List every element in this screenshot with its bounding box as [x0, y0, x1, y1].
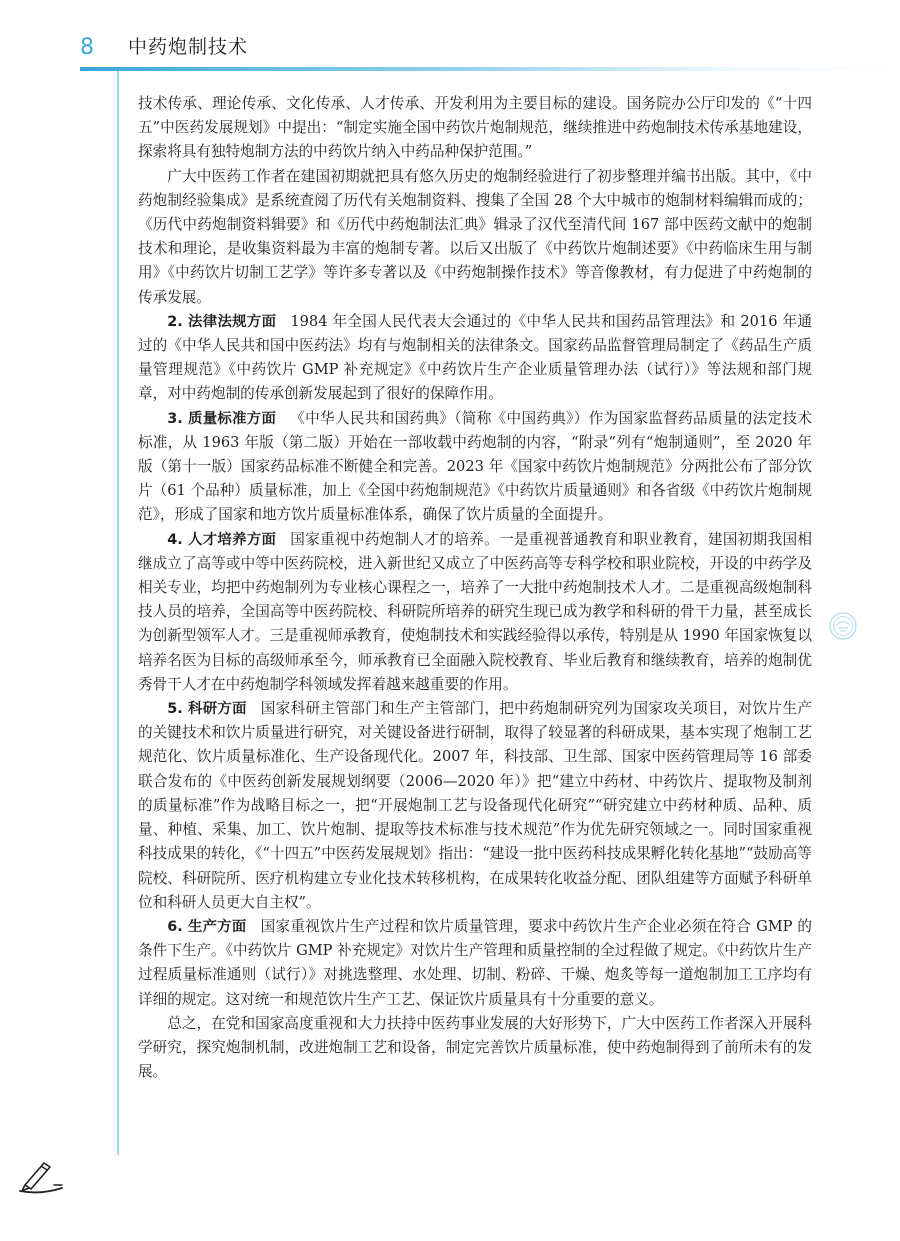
body-text — [138, 92, 812, 1084]
page-number: 8 — [80, 35, 94, 60]
paragraph-continued — [138, 92, 812, 165]
section-paragraph-research — [138, 697, 812, 915]
paragraph-text: 广大中医药工作者在建国初期就把具有悠久历史的炮制经验进行了初步整理并编书出版。其中，《中药炮制经验集成》是系统查阅了历代有关炮制资料、搜集了全国 28 个大中城市的炮制材料编辑而成的；《历代中药炮制资料辑要》和《历代中药炮制法汇典》辑录了汉代至清代间 167 部中医药文献中的炮制技术和理论，是收集资料最为丰富的炮制专著。以后又出版了《中药饮片炮制述要》《中药临床生用与制用》《中药饮片切制工艺学》等许多专著以及《中药炮制操作技术》等音像教材，有力促进了中药炮制的传承发展。 — [138, 167, 812, 306]
section-title: 5. 科研方面 — [167, 701, 247, 718]
section-title: 6. 生产方面 — [167, 918, 247, 935]
section-title: 4. 人才培养方面 — [167, 531, 277, 548]
paragraph-text: 总之，在党和国家高度重视和大力扶持中医药事业发展的大好形势下，广大中医药工作者深入开展科学研究，探究炮制机制，改进炮制工艺和设备，制定完善饮片质量标准，使中药炮制得到了前所未有的发展。 — [138, 1014, 812, 1081]
section-paragraph-law — [138, 310, 812, 407]
paragraph — [138, 165, 812, 310]
section-paragraph-production — [138, 915, 812, 1012]
running-title: 中药炮制技术 — [128, 36, 249, 58]
paragraph-summary — [138, 1012, 812, 1085]
paragraph-text: 国家科研主管部门和生产主管部门，把中药炮制研究列为国家攻关项目，对饮片生产的关键技术和饮片质量进行研究，对关键设备进行研制，取得了较显著的科研成果，基本实现了炮制工艺规范化、饮片质量标准化、生产设备现代化。2007 年，科技部、卫生部、国家中医药管理局等 16 部委联合发布的《中医药创新发展规划纲要（2006—2020 年）》把“建立中药材、中药饮片、提取物及制剂的质量标准”作为战略目标之一，把“开展炮制工艺与设备现代化研究”“研究建立中药材种质、品种、质量、种植、采集、加工、饮片炮制、提取等技术标准与技术规范”作为优先研究领域之一。同时国家重视科技成果的转化，《“十四五”中医药发展规划》指出：“建设一批中医药科技成果孵化转化基地”“鼓励高等院校、科研院所、医疗机构建立专业化技术转移机构，在成果转化收益分配、团队组建等方面赋予科研单位和科研人员更大自主权”。 — [138, 700, 812, 911]
section-title: 2. 法律法规方面 — [167, 313, 277, 330]
paragraph-text: 《中华人民共和国药典》（简称《中国药典》）作为国家监督药品质量的法定技术标准，从 1963 年版（第二版）开始在一部收载中药炮制的内容，“附录”列有“炮制通则”，至 2020 年版（第十一版）国家药品标准不断健全和完善。2023 年《国家中药饮片炮制规范》分两批公布了部分饮片（61 个品种）质量标准，加上《全国中药炮制规范》《中药饮片质量通则》和各省级《中药饮片炮制规范》，形成了国家和地方饮片质量标准体系，确保了饮片质量的全面提升。 — [138, 409, 813, 524]
writing-pen-icon — [10, 1155, 72, 1197]
paragraph-text: 技术传承、理论传承、文化传承、人才传承、开发利用为主要目标的建设。国务院办公厅印发的《“十四五”中医药发展规划》中提出：“制定实施全国中药饮片炮制规范，继续推进中药炮制技术传承基地建设，探索将具有独特炮制方法的中药饮片纳入中药品种保护范围。” — [138, 95, 812, 161]
margin-rule — [117, 71, 119, 1155]
section-paragraph-talent — [138, 528, 812, 697]
section-title: 3. 质量标准方面 — [167, 410, 277, 427]
chapter-seal-icon — [828, 611, 858, 641]
paragraph-text: 国家重视中药炮制人才的培养。一是重视普通教育和职业教育，建国初期我国相继成立了高等或中等中医药院校，进入新世纪又成立了中医药高等专科学校和职业院校，开设的中药学及相关专业，均把中药炮制列为专业核心课程之一，培养了一大批中药炮制技术人才。二是重视高级炮制科技人员的培养，全国高等中医药院校、科研院所培养的研究生现已成为教学和科研的骨干力量，甚至成长为创新型领军人才。三是重视师承教育，使炮制技术和实践经验得以承传，特别是从 1990 年国家恢复以培养名医为目标的高级师承至今，师承教育已全面融入院校教育、毕业后教育和继续教育，培养的炮制优秀骨干人才在中药炮制学科领域发挥着越来越重要的作用。 — [138, 530, 812, 693]
paragraph-text: 国家重视饮片生产过程和饮片质量管理，要求中药饮片生产企业必须在符合 GMP 的条件下生产。《中药饮片 GMP 补充规定》对饮片生产管理和质量控制的全过程做了规定。《中药饮片生产过程质量标准通则（试行）》对挑选整理、水处理、切制、粉碎、干燥、炮炙等每一道炮制加工工序均有详细的规定。这对统一和规范饮片生产工艺、保证饮片质量具有十分重要的意义。 — [138, 917, 813, 1008]
header-rule — [80, 67, 900, 71]
paragraph-text: 1984 年全国人民代表大会通过的《中华人民共和国药品管理法》和 2016 年通过的《中华人民共和国中医药法》均有与炮制相关的法律条文。国家药品监督管理局制定了《药品生产质量管理规范》《中药饮片 GMP 补充规定》《中药饮片生产企业质量管理办法（试行）》等法规和部门规章，对中药炮制的传承创新发展起到了很好的保障作用。 — [138, 312, 812, 403]
section-paragraph-standards — [138, 407, 812, 528]
page-header — [0, 0, 900, 70]
